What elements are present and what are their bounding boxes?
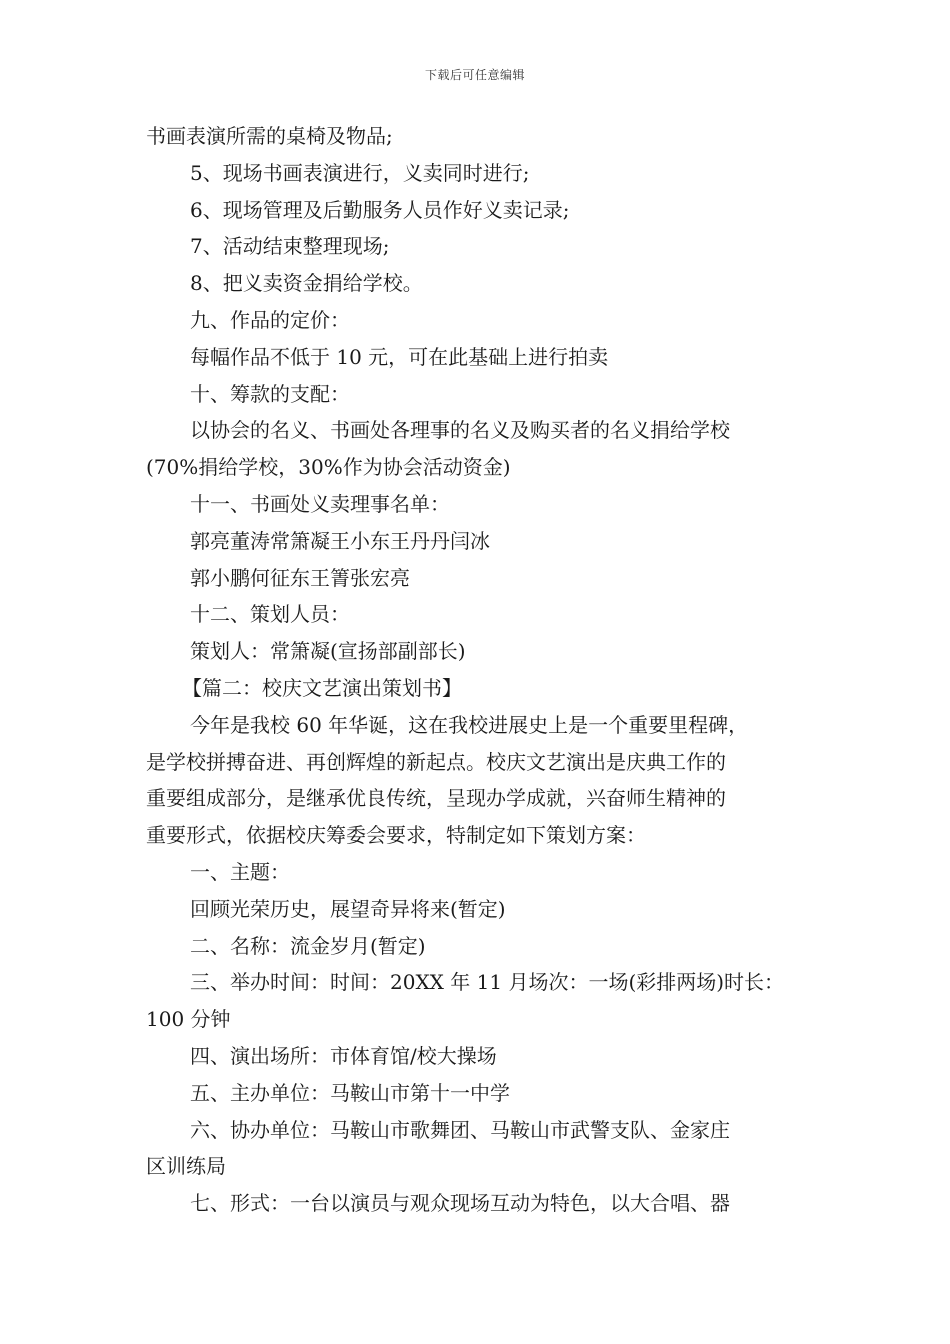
chapter-title: 【篇二：校庆文艺演出策划书】 (182, 675, 462, 700)
paragraph-line: 策划人：常箫凝(宣扬部副部长) (190, 639, 466, 664)
paragraph-line: 每幅作品不低于 10 元，可在此基础上进行拍卖 (190, 344, 609, 369)
paragraph-line: 7、活动结束整理现场; (190, 234, 390, 259)
section-heading: 九、作品的定价： (190, 307, 350, 332)
paragraph-line: 回顾光荣历史，展望奇异将来(暂定) (190, 896, 506, 921)
section-heading: 六、协办单位：马鞍山市歌舞团、马鞍山市武警支队、金家庄 (190, 1117, 730, 1142)
section-heading: 三、举办时间：时间：20XX 年 11 月场次：一场(彩排两场)时长： (190, 970, 785, 995)
paragraph-line: 郭小鹏何征东王箐张宏亮 (190, 565, 410, 590)
section-heading: 一、主题： (190, 859, 290, 884)
paragraph-line: 重要形式，依据校庆筹委会要求，特制定如下策划方案： (146, 823, 646, 848)
section-heading: 十、筹款的支配： (190, 381, 350, 406)
section-heading: 十一、书画处义卖理事名单： (190, 491, 450, 516)
paragraph-line: 100 分钟 (146, 1007, 231, 1032)
paragraph-line: 8、把义卖资金捐给学校。 (190, 271, 423, 296)
paragraph-line: 郭亮董涛常箫凝王小东王丹丹闫冰 (190, 528, 490, 553)
paragraph-line: (70%捐给学校，30%作为协会活动资金) (146, 455, 511, 480)
section-heading: 五、主办单位：马鞍山市第十一中学 (190, 1080, 510, 1105)
section-heading: 七、形式：一台以演员与观众现场互动为特色，以大合唱、器 (190, 1191, 730, 1216)
page-header: 下载后可任意编辑 (424, 68, 525, 82)
document-body (146, 118, 816, 1222)
paragraph-line: 书画表演所需的桌椅及物品; (146, 124, 393, 148)
section-heading: 十二、策划人员： (190, 602, 350, 627)
section-heading: 二、名称：流金岁月(暂定) (190, 933, 426, 958)
section-heading: 四、演出场所：市体育馆/校大操场 (190, 1043, 497, 1068)
paragraph-line: 重要组成部分，是继承优良传统，呈现办学成就，兴奋师生精神的 (146, 786, 726, 811)
paragraph-line: 是学校拼搏奋进、再创辉煌的新起点。校庆文艺演出是庆典工作的 (146, 749, 726, 774)
paragraph-line: 以协会的名义、书画处各理事的名义及购买者的名义捐给学校 (190, 418, 730, 443)
paragraph-line: 区训练局 (146, 1154, 226, 1179)
paragraph-line: 6、现场管理及后勤服务人员作好义卖记录; (190, 197, 570, 222)
paragraph-line: 今年是我校 60 年华诞，这在我校进展史上是一个重要里程碑， (190, 712, 749, 737)
paragraph-line: 5、现场书画表演进行，义卖同时进行; (190, 160, 530, 185)
